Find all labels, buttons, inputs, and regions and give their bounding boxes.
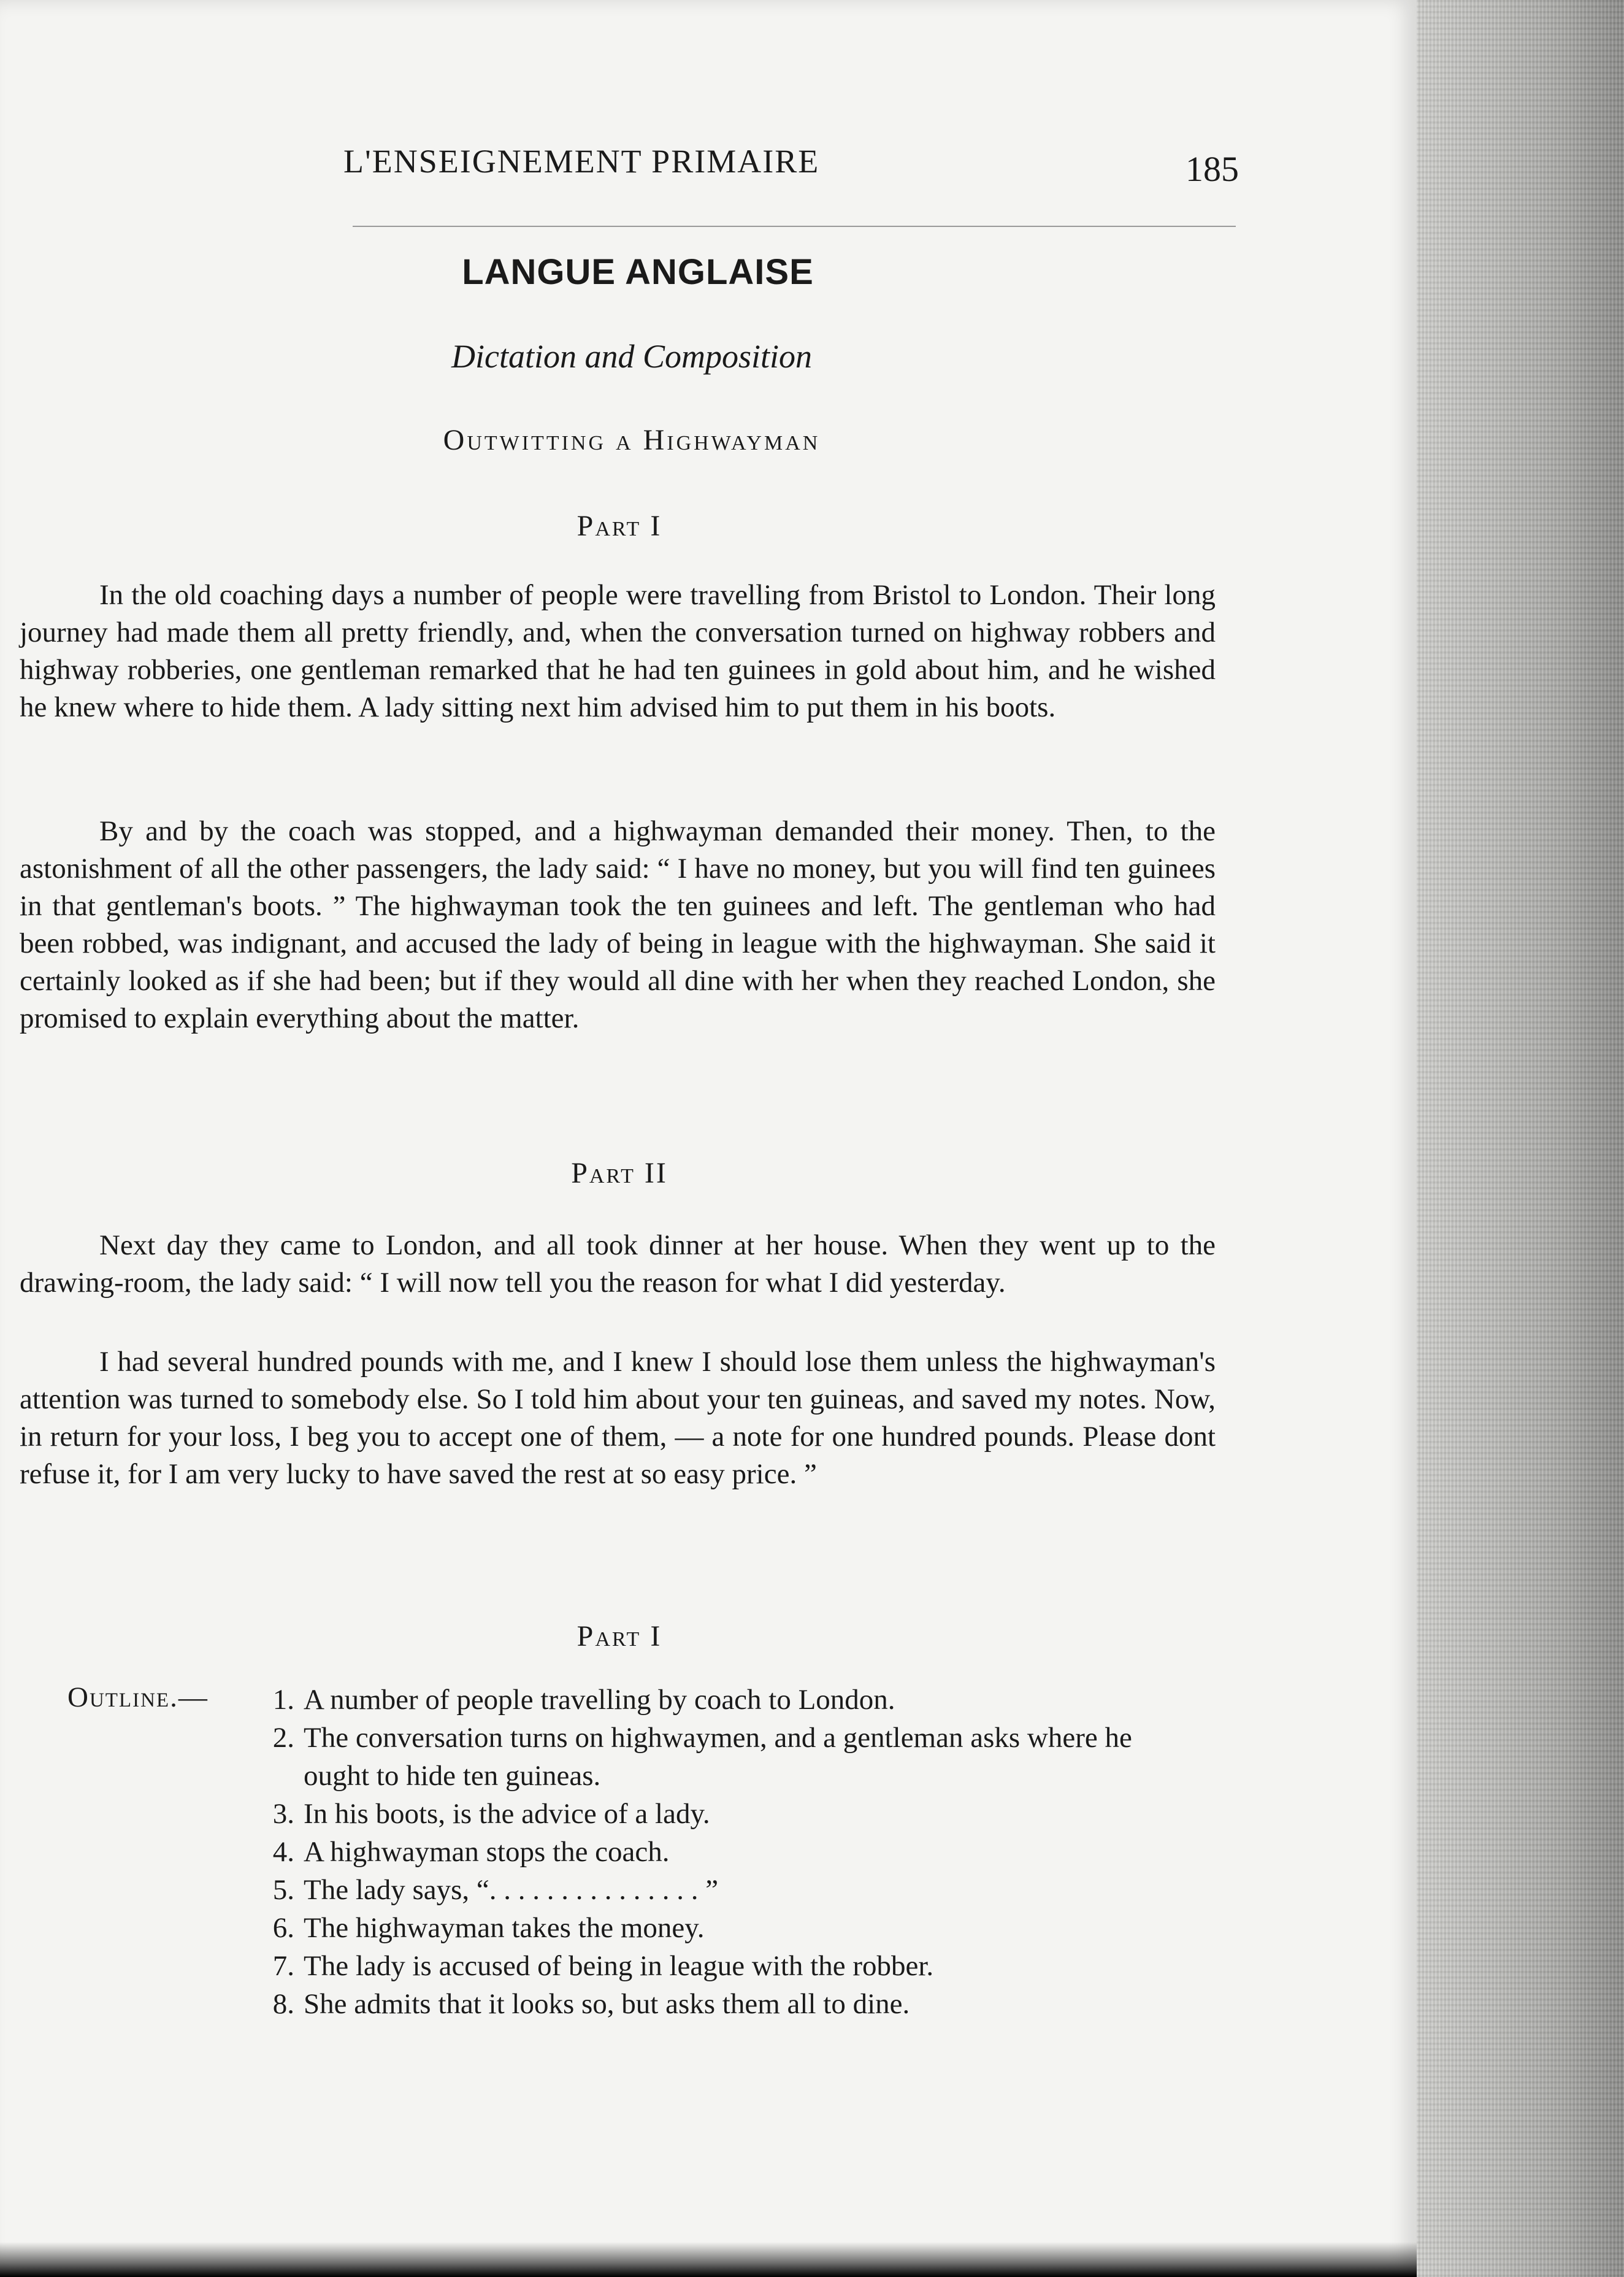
outline-item bbox=[251, 1833, 1171, 1871]
page-number: 185 bbox=[1185, 149, 1239, 189]
header-rule bbox=[353, 226, 1236, 227]
outline-item-number: 1. bbox=[272, 1684, 294, 1716]
outline-item bbox=[251, 1795, 1171, 1833]
outline-item bbox=[251, 1681, 1171, 1719]
part-1-heading: Part I bbox=[576, 510, 662, 542]
outline-item-number: 2. bbox=[272, 1722, 294, 1754]
outline-item-number: 7. bbox=[272, 1950, 294, 1982]
outline-item-text: The lady says, “. . . . . . . . . . . . . . . ” bbox=[304, 1874, 719, 1906]
outline-item-text: The conversation turns on highwaymen, and a gentleman asks where he ought to hide ten guineas. bbox=[304, 1722, 1132, 1792]
page-content bbox=[12, 0, 1239, 2277]
outline-item-text: The lady is accused of being in league with the robber. bbox=[304, 1950, 934, 1982]
outline-item-number: 6. bbox=[272, 1912, 294, 1944]
outline-item-number: 8. bbox=[272, 1988, 294, 2020]
story-title: Outwitting a Highwayman bbox=[443, 424, 821, 456]
part-2-paragraph-2: I had several hundred pounds with me, and I knew I should lose them unless the highwayman's attention was turned to somebody else. So I told him about your ten guineas, and saved my notes. Now, in return for your loss, I beg you to accept one of them, — a note for one hundred pounds. Please dont refuse it, for I am very lucky to have saved the rest at so easy price. ” bbox=[20, 1346, 1216, 1490]
page-stack-edge bbox=[1417, 0, 1624, 2277]
part-1-paragraph-1: In the old coaching days a number of people were travelling from Bristol to London. Their long journey had made them all pretty friendly, and, when the conversation turned on highway robbers and highway robberies, one gentleman remarked that he had ten guinees in gold about him, and he wished he knew where to hide them. A lady sitting next him advised him to put them in his boots. bbox=[20, 579, 1216, 723]
outline-label: Outline.— bbox=[67, 1681, 209, 1713]
outline-item-text: A highwayman stops the coach. bbox=[304, 1836, 670, 1868]
outline-item bbox=[251, 1985, 1171, 2023]
outline-item bbox=[251, 1947, 1171, 1985]
outline-item-text: In his boots, is the advice of a lady. bbox=[304, 1798, 710, 1830]
section-heading: LANGUE ANGLAISE bbox=[462, 252, 814, 292]
part-2-heading: Part II bbox=[571, 1157, 668, 1189]
outline-item bbox=[251, 1719, 1171, 1795]
outline-item bbox=[251, 1871, 1171, 1909]
outline-item-text: A number of people travelling by coach to London. bbox=[304, 1684, 895, 1716]
part-1-paragraph-2: By and by the coach was stopped, and a highwayman demanded their money. Then, to the astonishment of all the other passengers, the lady said: “ I have no money, but you will find ten guinees in that gentleman's boots. ” The highwayman took the ten guinees and left. The gentleman who had been robbed, was indignant, and accused the lady of being in league with the highwayman. She said it certainly looked as if she had been; but if they would all dine with her when they reached London, she promised to explain everything about the matter. bbox=[20, 815, 1216, 1034]
outline-part-heading: Part I bbox=[576, 1620, 662, 1653]
outline-item-number: 5. bbox=[272, 1874, 294, 1906]
subheading: Dictation and Composition bbox=[451, 338, 812, 375]
running-header bbox=[343, 142, 1239, 191]
running-title: L'ENSEIGNEMENT PRIMAIRE bbox=[343, 143, 820, 180]
outline-list bbox=[251, 1681, 1171, 2023]
outline-item-number: 4. bbox=[272, 1836, 294, 1868]
outline-item-text: She admits that it looks so, but asks them all to dine. bbox=[304, 1988, 910, 2020]
part-2-paragraph-1: Next day they came to London, and all took dinner at her house. When they went up to the drawing-room, the lady said: “ I will now tell you the reason for what I did yesterday. bbox=[20, 1229, 1216, 1299]
outline-item bbox=[251, 1909, 1171, 1947]
outline-item-number: 3. bbox=[272, 1798, 294, 1830]
outline-item-text: The highwayman takes the money. bbox=[304, 1912, 705, 1944]
